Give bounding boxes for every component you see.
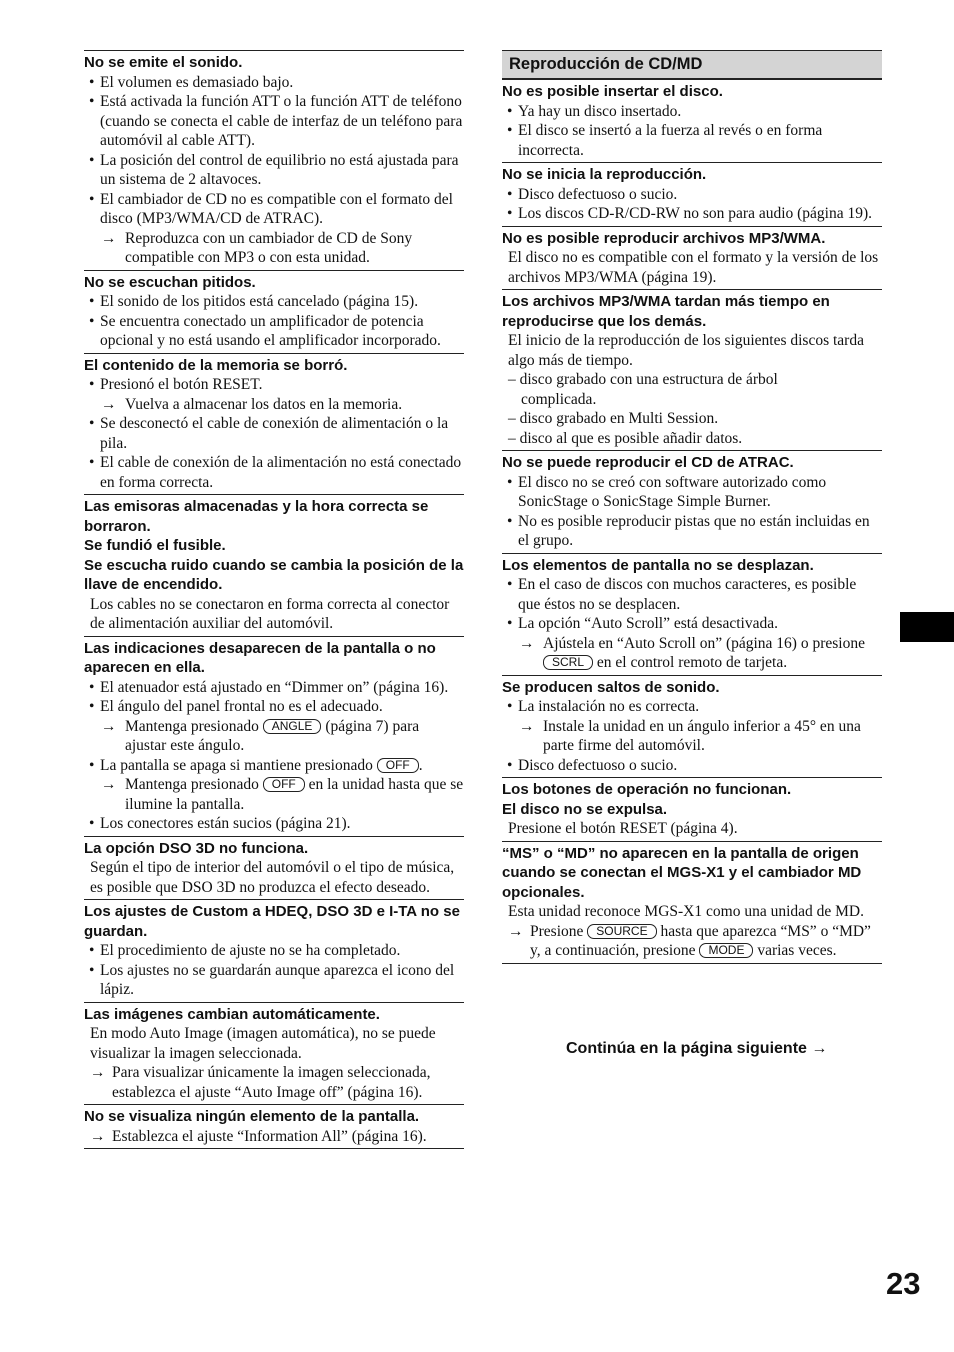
continue-note — [566, 1040, 827, 1058]
explanation-text — [84, 1024, 464, 1063]
problem-heading: Se escucha ruido cuando se cambia la posición de la llave de encendido. — [84, 556, 464, 593]
cause-bullet — [503, 575, 882, 614]
dash-item — [502, 409, 882, 429]
troubleshooting-section — [84, 636, 464, 836]
troubleshooting-section — [84, 899, 464, 1002]
problem-heading: No es posible insertar el disco. — [502, 83, 723, 100]
button-label-mode: MODE — [699, 943, 753, 958]
cause-bullet — [85, 756, 464, 776]
troubleshooting-section — [84, 836, 464, 900]
troubleshooting-section — [502, 450, 882, 553]
remedy-item — [502, 634, 882, 673]
cause-bullet — [503, 121, 882, 160]
problem-heading: No se emite el sonido. — [84, 54, 243, 71]
cause-bullet — [85, 190, 464, 229]
button-label-off: OFF — [263, 777, 305, 792]
item-text-after: en el control remoto de tarjeta. — [593, 654, 788, 671]
item-text: El disco no es compatible con el formato y la versión de los archivos MP3/WMA (página 19). — [508, 249, 879, 286]
item-text: Los discos CD-R/CD-RW no son para audio (página 19). — [518, 205, 873, 222]
troubleshooting-section — [84, 50, 464, 270]
item-text: En el caso de discos con muchos caracteres, es posible que éstos no se desplacen. — [518, 576, 857, 613]
item-text: Mantenga presionado — [125, 776, 263, 793]
remedy-item — [84, 1063, 464, 1102]
dash-item-continued — [502, 390, 882, 410]
item-text: La posición del control de equilibrio no está ajustada para un sistema de 2 altavoces. — [100, 151, 459, 188]
cause-bullet — [503, 185, 882, 205]
right-arrow-icon: → — [101, 229, 117, 247]
dash-item — [502, 370, 882, 390]
item-text: La instalación no es correcta. — [518, 698, 700, 715]
item-text: El sonido de los pitidos está cancelado (página 15). — [100, 293, 419, 310]
cause-bullet — [85, 414, 464, 453]
right-arrow-icon: → — [90, 1064, 106, 1081]
item-text: Presione — [530, 922, 588, 940]
explanation-text — [502, 902, 882, 922]
problem-heading: Se producen saltos de sonido. — [502, 678, 720, 696]
problem-heading: No se escuchan pitidos. — [84, 273, 256, 291]
cause-bullet — [503, 614, 882, 634]
item-text: Los ajustes no se guardarán aunque aparezca el icono del lápiz. — [100, 961, 455, 998]
problem-heading: El disco no se expulsa. — [502, 800, 668, 818]
right-arrow-icon: → — [101, 717, 117, 735]
cause-bullet — [503, 102, 882, 122]
troubleshooting-section — [502, 841, 882, 964]
item-text-after: (página 7) para ajustar este ángulo. — [125, 717, 420, 754]
page-number: 23 — [886, 1266, 921, 1301]
troubleshooting-section — [84, 494, 464, 636]
right-arrow-icon: → — [811, 1040, 828, 1057]
item-text: Instale la unidad en un ángulo inferior a 45° en una parte firme del automóvil. — [543, 717, 861, 754]
item-text: Ya hay un disco insertado. — [518, 102, 682, 120]
item-text: Ajústela en “Auto Scroll on” (página 16) o presione — [543, 634, 865, 652]
item-text: El disco se insertó a la fuerza al revés o en forma incorrecta. — [518, 122, 823, 159]
cause-bullet — [85, 73, 464, 93]
cause-bullet — [85, 941, 464, 961]
item-text: complicada. — [521, 390, 597, 408]
item-text: Los conectores están sucios (página 21). — [100, 815, 351, 832]
item-text-after: varias veces. — [753, 942, 837, 959]
problem-heading: La opción DSO 3D no funciona. — [84, 839, 309, 857]
item-text: No es posible reproducir pistas que no están incluidas en el grupo. — [518, 512, 870, 549]
button-label-off: OFF — [377, 758, 419, 773]
cause-bullet — [85, 961, 464, 1000]
item-text-after: . — [418, 756, 423, 774]
troubleshooting-section — [502, 226, 882, 290]
troubleshooting-section — [84, 270, 464, 353]
item-text-after: hasta que aparezca “MS” o “MD” y, a continuación, presione — [530, 922, 871, 959]
troubleshooting-section — [502, 777, 882, 841]
problem-heading: Las indicaciones desaparecen de la pantalla o no aparecen en ella. — [84, 639, 436, 676]
problem-heading: El contenido de la memoria se borró. — [84, 356, 348, 374]
cause-bullet — [503, 204, 882, 224]
item-text: La opción “Auto Scroll” está desactivada. — [518, 615, 778, 632]
cause-bullet — [85, 292, 464, 312]
right-arrow-icon: → — [101, 776, 117, 793]
cause-bullet — [85, 151, 464, 190]
item-text: Los cables no se conectaron en forma correcta al conector de alimentación auxiliar del automóvil. — [90, 595, 450, 632]
problem-heading: “MS” o “MD” no aparecen en la pantalla de origen cuando se conectan el MGS-X1 y el cambiador MD opcionales. — [502, 844, 862, 901]
problem-heading: No es posible reproducir archivos MP3/WMA. — [502, 229, 826, 247]
problem-heading: Los archivos MP3/WMA tardan más tiempo en reproducirse que los demás. — [502, 293, 830, 330]
button-label-scrl: SCRL — [543, 655, 593, 670]
item-text: Vuelva a almacenar los datos en la memoria. — [125, 395, 403, 413]
item-text: El cable de conexión de la alimentación no está conectado en forma correcta. — [100, 454, 462, 491]
item-text: La pantalla se apaga si mantiene presionado — [100, 756, 377, 774]
right-arrow-icon: → — [90, 1127, 106, 1145]
problem-heading: No se puede reproducir el CD de ATRAC. — [502, 454, 794, 471]
troubleshooting-section — [84, 353, 464, 495]
problem-heading: Los elementos de pantalla no se desplazan. — [502, 556, 814, 574]
cause-bullet — [503, 697, 882, 717]
item-text: Presione el botón RESET (página 4). — [508, 820, 738, 837]
item-text: Para visualizar únicamente la imagen seleccionada, establezca el ajuste “Auto Image off” (página 16). — [112, 1064, 431, 1101]
button-label-source: SOURCE — [587, 924, 656, 939]
item-text: Disco defectuoso o sucio. — [518, 756, 678, 774]
cause-bullet — [85, 453, 464, 492]
item-text: El volumen es demasiado bajo. — [100, 73, 294, 91]
troubleshooting-section — [502, 675, 882, 778]
troubleshooting-section — [502, 162, 882, 226]
remedy-item — [502, 922, 882, 961]
continue-text: Continúa en la página siguiente — [566, 1040, 807, 1057]
troubleshooting-section — [502, 289, 882, 450]
remedy-item — [84, 775, 464, 814]
item-text: – disco al que es posible añadir datos. — [508, 429, 743, 447]
cause-bullet — [85, 814, 464, 834]
item-text: El atenuador está ajustado en “Dimmer on” (página 16). — [100, 678, 449, 696]
left-column — [84, 50, 464, 1149]
item-text: El cambiador de CD no es compatible con el formato del disco (MP3/WMA/CD de ATRAC). — [100, 190, 453, 227]
cause-bullet — [85, 312, 464, 351]
right-arrow-icon: → — [508, 922, 524, 940]
item-text: Según el tipo de interior del automóvil o el tipo de música, es posible que DSO 3D no produzca el efecto deseado. — [90, 859, 455, 896]
item-text: Está activada la función ATT o la función ATT de teléfono (cuando se conecta el cable de interfaz de un teléfono para automóvil al cable ATT). — [100, 93, 463, 149]
remedy-item — [84, 229, 464, 268]
explanation-text — [84, 858, 464, 897]
remedy-item — [84, 395, 464, 415]
cause-bullet — [85, 92, 464, 151]
item-text: Mantenga presionado — [125, 717, 263, 735]
explanation-text — [502, 331, 882, 370]
item-text: El ángulo del panel frontal no es el adecuado. — [100, 698, 383, 715]
explanation-text — [84, 595, 464, 634]
item-text: Se encuentra conectado un amplificador de potencia opcional y no está usando el amplificador incorporado. — [100, 312, 441, 349]
explanation-text — [502, 248, 882, 287]
cause-bullet — [503, 512, 882, 551]
item-text: Reproduzca con un cambiador de CD de Sony compatible con MP3 o con esta unidad. — [125, 229, 413, 266]
item-text: – disco grabado con una estructura de árbol — [508, 371, 778, 388]
problem-heading: Se fundió el fusible. — [84, 537, 226, 554]
item-text: – disco grabado en Multi Session. — [508, 410, 719, 427]
item-text-after: en la unidad hasta que se ilumine la pantalla. — [125, 776, 464, 813]
problem-heading: Las emisoras almacenadas y la hora correcta se borraron. — [84, 498, 429, 535]
troubleshooting-section — [502, 79, 882, 162]
dash-item — [502, 429, 882, 449]
cause-bullet — [85, 678, 464, 698]
right-column-body — [502, 79, 882, 964]
right-arrow-icon: → — [519, 717, 535, 735]
troubleshooting-section — [502, 553, 882, 675]
problem-heading: No se inicia la reproducción. — [502, 166, 707, 183]
right-arrow-icon: → — [519, 634, 535, 652]
button-label-angle: ANGLE — [263, 719, 322, 734]
problem-heading: No se visualiza ningún elemento de la pantalla. — [84, 1108, 420, 1125]
item-text: Esta unidad reconoce MGS-X1 como una unidad de MD. — [508, 903, 864, 920]
item-text: En modo Auto Image (imagen automática), no se puede visualizar la imagen seleccionada. — [90, 1025, 436, 1062]
item-text: Se desconectó el cable de conexión de alimentación o la pila. — [100, 415, 449, 452]
right-column — [502, 50, 882, 964]
cause-bullet — [503, 473, 882, 512]
cause-bullet — [85, 697, 464, 717]
item-text: El inicio de la reproducción de los siguientes discos tarda algo más de tiempo. — [508, 332, 864, 369]
explanation-text — [502, 819, 882, 839]
problem-heading: Los ajustes de Custom a HDEQ, DSO 3D e I-TA no se guardan. — [84, 903, 460, 940]
item-text: El procedimiento de ajuste no se ha completado. — [100, 942, 401, 959]
item-text: Establezca el ajuste “Information All” (página 16). — [112, 1127, 427, 1145]
section-title: Reproducción de CD/MD — [502, 50, 882, 79]
problem-heading: Las imágenes cambian automáticamente. — [84, 1005, 380, 1023]
remedy-item — [84, 717, 464, 756]
item-text: El disco no se creó con software autorizado como SonicStage o SonicStage Simple Burner. — [518, 473, 827, 510]
problem-heading: Los botones de operación no funcionan. — [502, 781, 792, 798]
item-text: Disco defectuoso o sucio. — [518, 185, 678, 203]
troubleshooting-section — [84, 1002, 464, 1105]
troubleshooting-section — [84, 1104, 464, 1149]
remedy-item — [502, 717, 882, 756]
cause-bullet — [85, 375, 464, 395]
section-tab-marker — [900, 612, 954, 642]
item-text: Presionó el botón RESET. — [100, 376, 263, 393]
remedy-item — [84, 1127, 464, 1147]
cause-bullet — [503, 756, 882, 776]
right-arrow-icon: → — [101, 395, 117, 413]
